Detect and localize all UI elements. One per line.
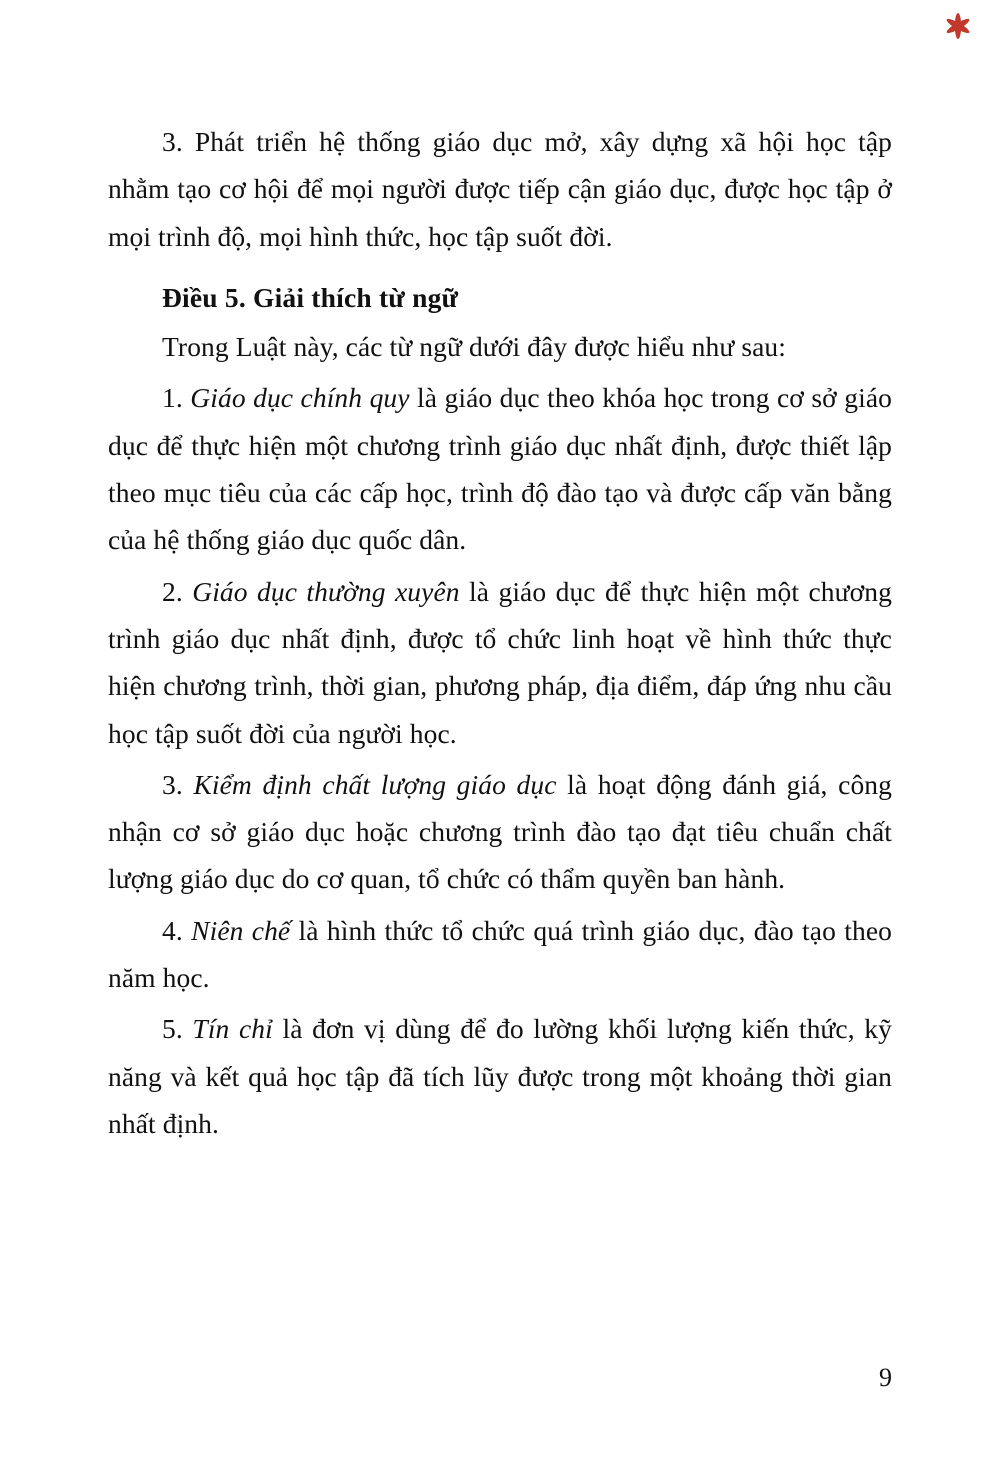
page-number: 9 [879,1363,892,1392]
definition-number: 2. [162,575,193,607]
definition-text: là giáo dục theo khóa học trong cơ sở giáo dục để thực hiện một chương trình giáo dục nhất định, được thiết lập theo mục tiêu của các cấp học, trình độ đào tạo và được cấp văn bằng của hệ thống giáo dục quốc dân. [108,382,892,556]
asterisk-flower-icon [940,8,976,44]
definition-term: Kiểm định chất lượng giáo dục [193,768,557,800]
definition-item-5 [108,1005,892,1147]
definition-text: là đơn vị dùng để đo lường khối lượng kiến thức, kỹ năng và kết quả học tập đã tích lũy được trong một khoảng thời gian nhất định. [108,1013,892,1139]
definition-item-1 [108,374,892,563]
paragraph-article-lead: Trong Luật này, các từ ngữ dưới đây được hiểu như sau: [162,331,787,363]
article-heading: Điều 5. Giải thích từ ngữ [162,281,459,313]
definition-text: là giáo dục để thực hiện một chương trình giáo dục nhất định, được tổ chức linh hoạt về hình thức thực hiện chương trình, thời gian, phương pháp, địa điểm, đáp ứng nhu cầu học tập suốt đời của người học. [108,575,892,749]
definition-number: 1. [162,382,191,414]
definition-term: Giáo dục thường xuyên [192,575,460,607]
definition-term: Giáo dục chính quy [190,382,410,414]
definition-text: là hoạt động đánh giá, công nhận cơ sở giáo dục hoặc chương trình đào tạo đạt tiêu chuẩn chất lượng giáo dục do cơ quan, tổ chức có thẩm quyền ban hành. [108,768,892,895]
definition-term: Tín chỉ [192,1013,273,1045]
definition-item-3 [108,761,892,903]
definition-term: Niên chế [191,914,291,946]
definition-number: 4. [162,914,192,946]
definition-item-2 [108,568,892,757]
definition-item-4 [108,907,892,1002]
paragraph-item-3-top: 3. Phát triển hệ thống giáo dục mở, xây dựng xã hội học tập nhằm tạo cơ hội để mọi người được tiếp cận giáo dục, được học tập ở mọi trình độ, mọi hình thức, học tập suốt đời. [108,126,892,252]
definition-number: 5. [162,1013,193,1045]
definition-text: là hình thức tổ chức quá trình giáo dục, đào tạo theo năm học. [108,914,892,994]
definition-number: 3. [162,768,194,800]
page-body [108,118,892,1147]
